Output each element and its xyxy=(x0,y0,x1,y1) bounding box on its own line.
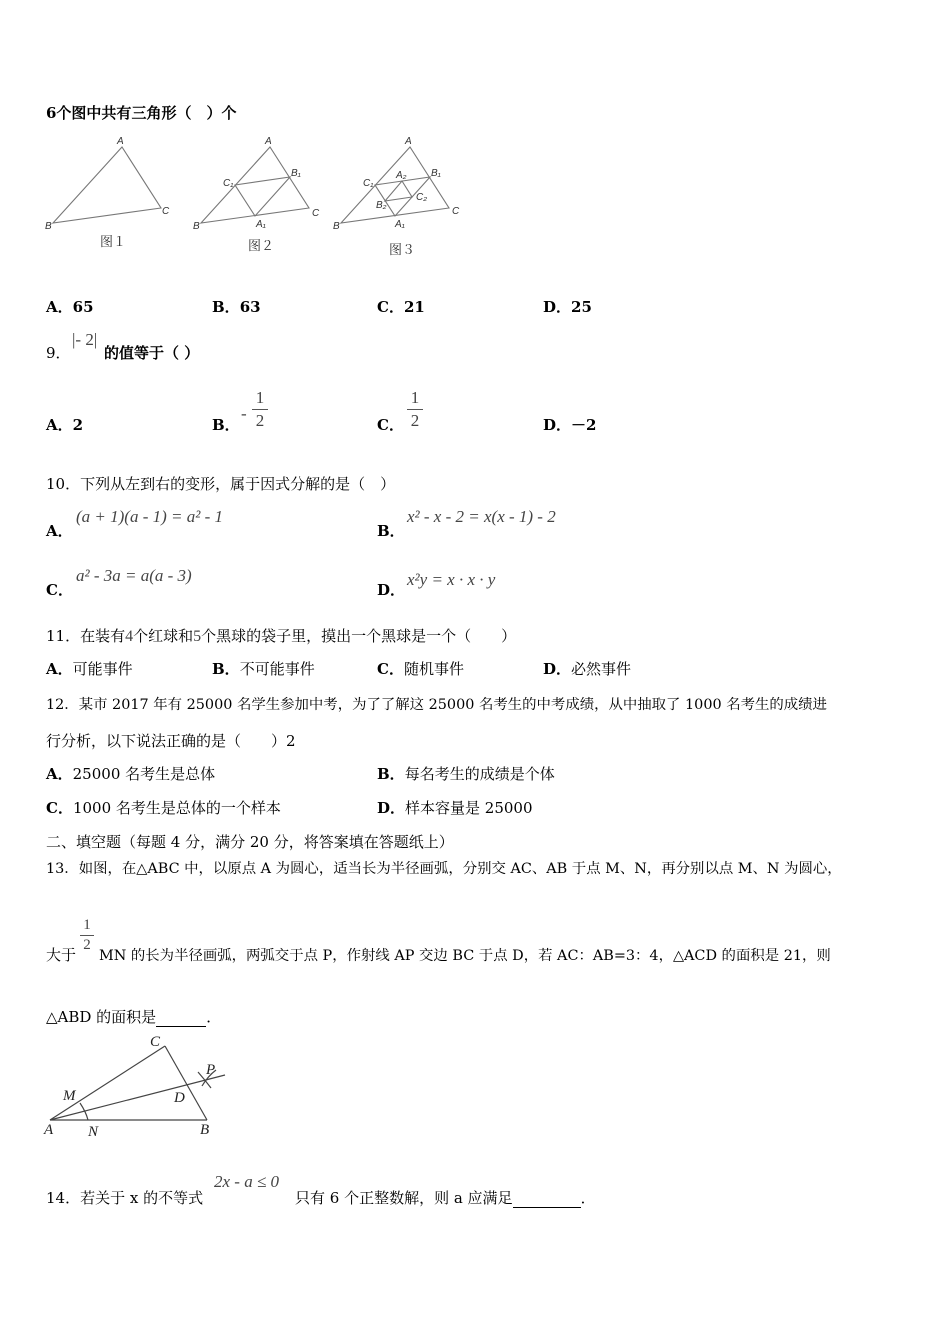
q10-option-a-letter[interactable]: A． xyxy=(46,522,73,540)
fraction-numerator: 1 xyxy=(83,917,91,933)
fig3-label-b1: B₁ xyxy=(431,168,441,179)
fig1-label-c: C xyxy=(162,206,170,217)
fig2-label-b1: B₁ xyxy=(291,168,301,179)
q12-option-c[interactable]: C．1000 名考生是总体的一个样本 xyxy=(46,799,281,817)
section-heading: 二、填空题（每题 4 分，满分 20 分，将答案填在答题纸上） xyxy=(46,833,454,851)
q8-option-a[interactable]: A．65 xyxy=(46,298,94,316)
q8-option-b[interactable]: B．63 xyxy=(212,298,261,316)
fig2-label-b: B xyxy=(193,221,200,232)
label-p: P xyxy=(206,1062,216,1078)
q10-option-c-letter[interactable]: C． xyxy=(46,581,73,599)
fig2-label-c1: C₁ xyxy=(223,178,234,189)
fig2-label-a1: A₁ xyxy=(256,219,266,230)
label-n: N xyxy=(88,1124,99,1140)
fig3-label-c1: C₁ xyxy=(363,178,374,189)
q10-option-c-expr: a² - 3a = a(a - 3) xyxy=(76,566,192,585)
label-d: D xyxy=(174,1090,185,1106)
q12-stem-line1: 12．某市 2017 年有 25000 名学生参加中考，为了了解这 25000 名考生的中考成绩，从中抽取了 1000 名考生的成绩进 xyxy=(46,697,827,713)
q14-pre: 14．若关于 x 的不等式 xyxy=(46,1189,204,1207)
q10-option-d-expr: x²y = x · x · y xyxy=(407,570,496,589)
q8-option-c[interactable]: C．21 xyxy=(377,298,425,316)
q9-option-c-letter[interactable]: C． xyxy=(377,416,404,434)
label-a: A xyxy=(44,1122,54,1138)
q8-stem: 6个图中共有三角形（ ）个 xyxy=(46,104,237,122)
fraction-numerator: 1 xyxy=(410,388,420,407)
fig2-caption: 图２ xyxy=(248,239,275,254)
fig2-label-c: C xyxy=(312,208,320,219)
fig3-label-b: B xyxy=(333,221,340,232)
fig3-label-c: C xyxy=(452,206,460,217)
q11-option-a[interactable]: A．可能事件 xyxy=(46,660,133,678)
q10-stem: 10．下列从左到右的变形，属于因式分解的是（ ） xyxy=(46,475,396,493)
q10-option-d-letter[interactable]: D． xyxy=(377,581,406,599)
fraction-numerator: 1 xyxy=(255,388,265,407)
fraction-denominator: 2 xyxy=(410,411,420,430)
q9-option-d[interactable]: D．－2 xyxy=(543,416,597,434)
q14-inequality: 2x - a ≤ 0 xyxy=(214,1172,280,1191)
q10-option-b-expr: x² - x - 2 = x(x - 1) - 2 xyxy=(407,507,556,526)
q13-half-fraction xyxy=(80,917,94,954)
q9-option-a[interactable]: A．2 xyxy=(46,416,84,434)
q13-line2-post: MN 的长为半径画弧，两弧交于点 P，作射线 AP 交边 BC 于点 D，若 AC：AB=3：4，△ACD 的面积是 21，则 xyxy=(99,948,831,964)
q9-option-b-sign: - xyxy=(241,404,247,423)
q13-line3: △ABD 的面积是 ． xyxy=(46,1008,222,1026)
q9-option-b-fraction xyxy=(252,388,268,431)
fig3-label-a2: A₂ xyxy=(396,170,407,181)
q12-stem-line2: 行分析，以下说法正确的是（ ）2 xyxy=(46,732,296,750)
fraction-bar xyxy=(80,935,94,936)
q13-figure xyxy=(40,1030,240,1142)
label-b: B xyxy=(200,1122,210,1138)
q11-option-c[interactable]: C．随机事件 xyxy=(377,660,464,678)
fraction-denominator: 2 xyxy=(83,937,91,953)
label-c: C xyxy=(150,1034,161,1050)
fig1-caption: 图１ xyxy=(100,235,127,250)
segment-bc xyxy=(165,1046,207,1120)
fig2-label-a: A xyxy=(265,136,272,147)
q9-option-b-letter[interactable]: B． xyxy=(212,416,240,434)
fig3-label-a1: A₁ xyxy=(395,219,405,230)
fraction-denominator: 2 xyxy=(255,411,265,430)
fig2-outer-triangle xyxy=(201,147,309,223)
q12-option-d[interactable]: D．样本容量是 25000 xyxy=(377,799,533,817)
q10-option-a-expr: (a + 1)(a - 1) = a² - 1 xyxy=(76,507,224,526)
q9-abs-expression: |- 2| xyxy=(72,330,98,349)
fig3-label-b2: B₂ xyxy=(376,200,387,211)
fraction-bar xyxy=(407,409,423,410)
q11-stem: 11．在装有4个红球和5个黑球的袋子里，摸出一个黑球是一个（ ） xyxy=(46,627,517,645)
fig1-triangle xyxy=(53,147,161,223)
q12-option-a[interactable]: A．25000 名考生是总体 xyxy=(46,765,216,783)
fig3-outer-triangle xyxy=(341,147,449,223)
q13-line1: 13．如图，在△ABC 中，以原点 A 为圆心，适当长为半径画弧，分别交 AC、AB 于点 M、N，再分别以点 M、N 为圆心， xyxy=(46,861,842,877)
q13-line2-pre: 大于 xyxy=(46,946,77,964)
q8-option-d[interactable]: D．25 xyxy=(543,298,592,316)
q14-post: 只有 6 个正整数解，则 a 应满足 ． xyxy=(295,1189,596,1207)
fig3-inner-triangle xyxy=(385,181,412,201)
fig3-label-a: A xyxy=(405,136,412,147)
segment-ac xyxy=(50,1046,165,1120)
q9-stem: 的值等于（ ） xyxy=(104,344,200,362)
q9-number: 9． xyxy=(46,344,71,362)
fig3-caption: 图３ xyxy=(389,243,416,258)
fig3-label-c2: C₂ xyxy=(416,192,428,203)
q9-option-c-fraction xyxy=(407,388,423,431)
q13-answer-blank[interactable] xyxy=(156,1026,206,1027)
ray-ap xyxy=(50,1075,225,1120)
fig1-label-a: A xyxy=(117,136,124,147)
fraction-bar xyxy=(252,409,268,410)
q14-answer-blank[interactable] xyxy=(513,1207,581,1208)
fig1-label-b: B xyxy=(45,221,52,232)
label-m: M xyxy=(63,1088,76,1104)
q10-option-b-letter[interactable]: B． xyxy=(377,522,405,540)
q12-option-b[interactable]: B．每名考生的成绩是个体 xyxy=(377,765,555,783)
fig2-inner-triangle xyxy=(235,177,290,216)
q11-option-d[interactable]: D．必然事件 xyxy=(543,660,632,678)
q11-option-b[interactable]: B．不可能事件 xyxy=(212,660,315,678)
